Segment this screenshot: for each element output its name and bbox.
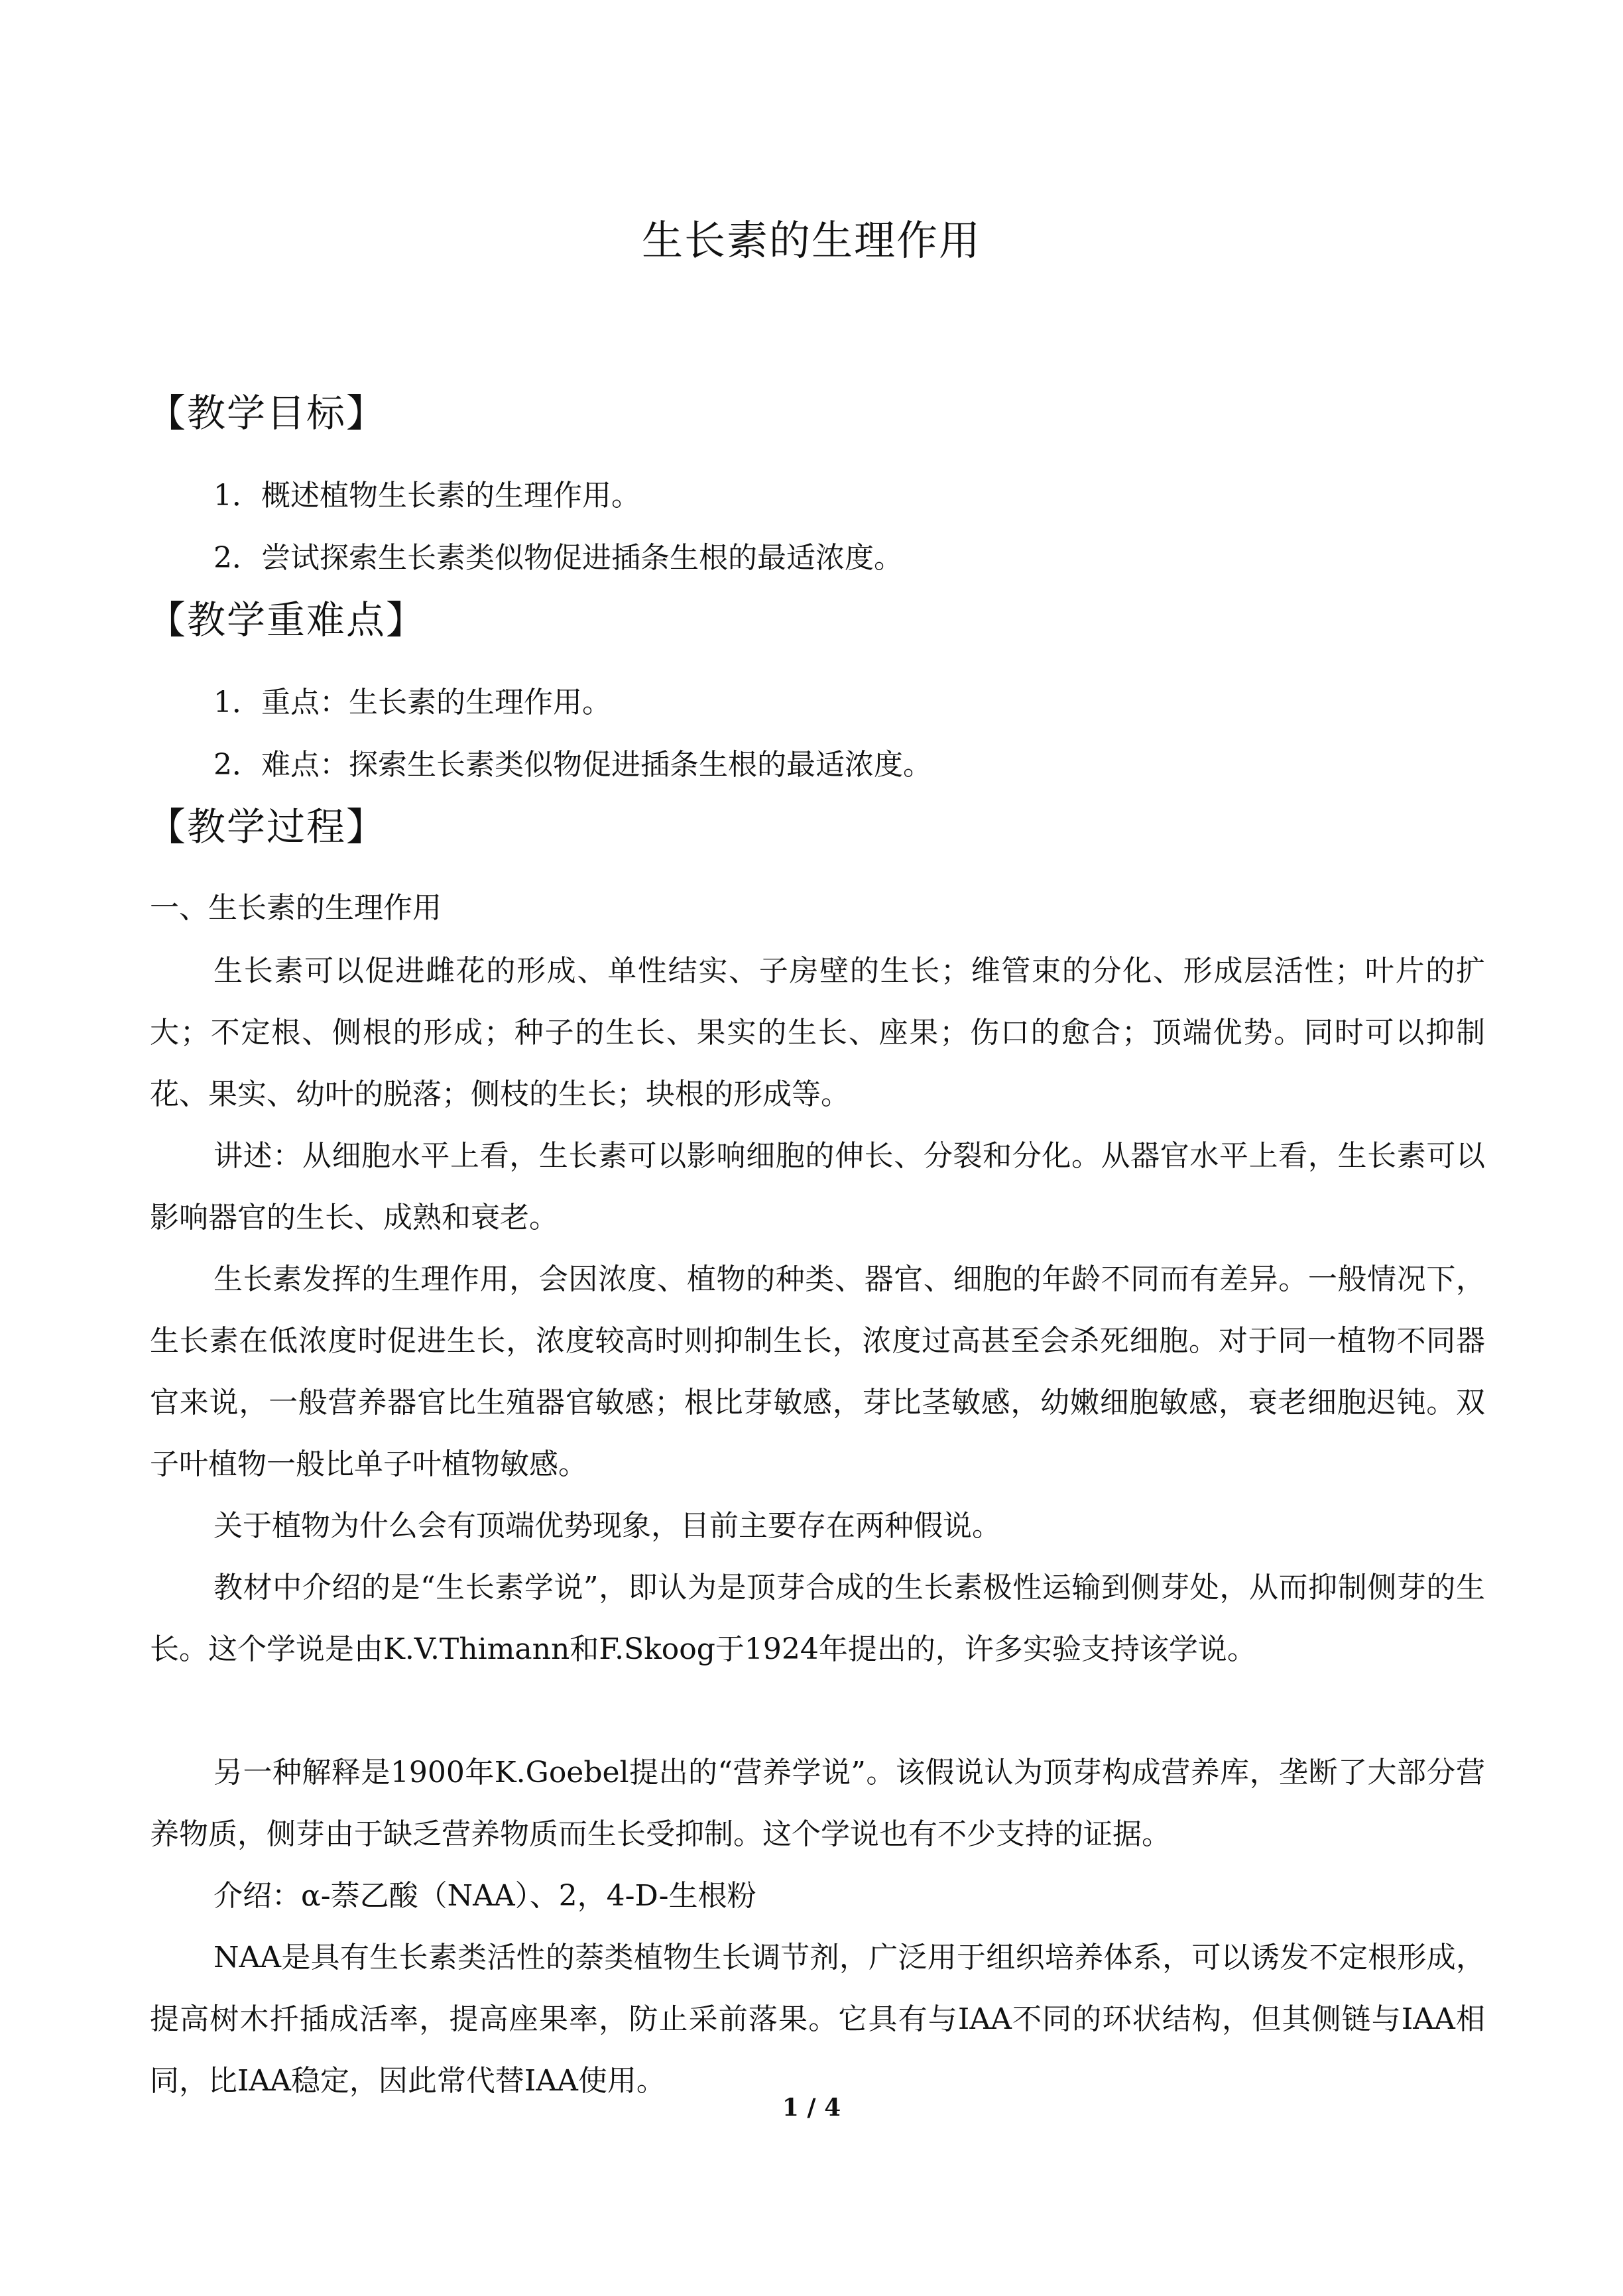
document-title: 生长素的生理作用: [641, 216, 981, 265]
key-point-item-2: 2．难点：探索生长素类似物促进插条生根的最适浓度。: [213, 748, 932, 782]
paragraph-8: NAA是具有生长素类活性的萘类植物生长调节剂，广泛用于组织培养体系，可以诱发不定根形成，提高树木扦插成活率，提高座果率，防止采前落果。它具有与IAA不同的环状结构，但其侧链与IAA相同，比IAA稳定，因此常代替IAA使用。: [150, 1941, 1485, 2098]
page-number: 1 / 4: [782, 2094, 841, 2122]
paragraph-6: 另一种解释是1900年K.Goebel提出的“营养学说”。该假说认为顶芽构成营养库，垄断了大部分营养物质，侧芽由于缺乏营养物质而生长受抑制。这个学说也有不少支持的证据。: [150, 1756, 1485, 1851]
paragraph-5: 教材中介绍的是“生长素学说”，即认为是顶芽合成的生长素极性运输到侧芽处，从而抑制侧芽的生长。这个学说是由K.V.Thimann和F.Skoog于1924年提出的，许多实验支持该学说。: [150, 1571, 1485, 1666]
paragraph-3: 生长素发挥的生理作用，会因浓度、植物的种类、器官、细胞的年龄不同而有差异。一般情况下，生长素在低浓度时促进生长，浓度较高时则抑制生长，浓度过高甚至会杀死细胞。对于同一植物不同器官来说，一般营养器官比生殖器官敏感；根比芽敏感，芽比茎敏感，幼嫩细胞敏感，衰老细胞迟钝。双子叶植物一般比单子叶植物敏感。: [150, 1262, 1485, 1481]
paragraph-7: 介绍：α-萘乙酸（NAA）、2，4-D-生根粉: [213, 1879, 756, 1913]
paragraph-4: 关于植物为什么会有顶端优势现象，目前主要存在两种假说。: [213, 1509, 1001, 1543]
section-heading-objectives: 【教学目标】: [147, 391, 387, 436]
section-heading-process: 【教学过程】: [147, 804, 387, 849]
objective-item-2: 2．尝试探索生长素类似物促进插条生根的最适浓度。: [213, 541, 903, 575]
process-subheading: 一、生长素的生理作用: [150, 891, 442, 925]
paragraph-2: 讲述：从细胞水平上看，生长素可以影响细胞的伸长、分裂和分化。从器官水平上看，生长素可以影响器官的生长、成熟和衰老。: [150, 1139, 1485, 1235]
paragraph-1: 生长素可以促进雌花的形成、单性结实、子房壁的生长；维管束的分化、形成层活性；叶片的扩大；不定根、侧根的形成；种子的生长、果实的生长、座果；伤口的愈合；顶端优势。同时可以抑制花、果实、幼叶的脱落；侧枝的生长；块根的形成等。: [150, 954, 1485, 1111]
objective-item-1: 1．概述植物生长素的生理作用。: [213, 479, 640, 513]
section-heading-key-points: 【教学重难点】: [147, 597, 426, 642]
key-point-item-1: 1．重点：生长素的生理作用。: [213, 686, 611, 719]
